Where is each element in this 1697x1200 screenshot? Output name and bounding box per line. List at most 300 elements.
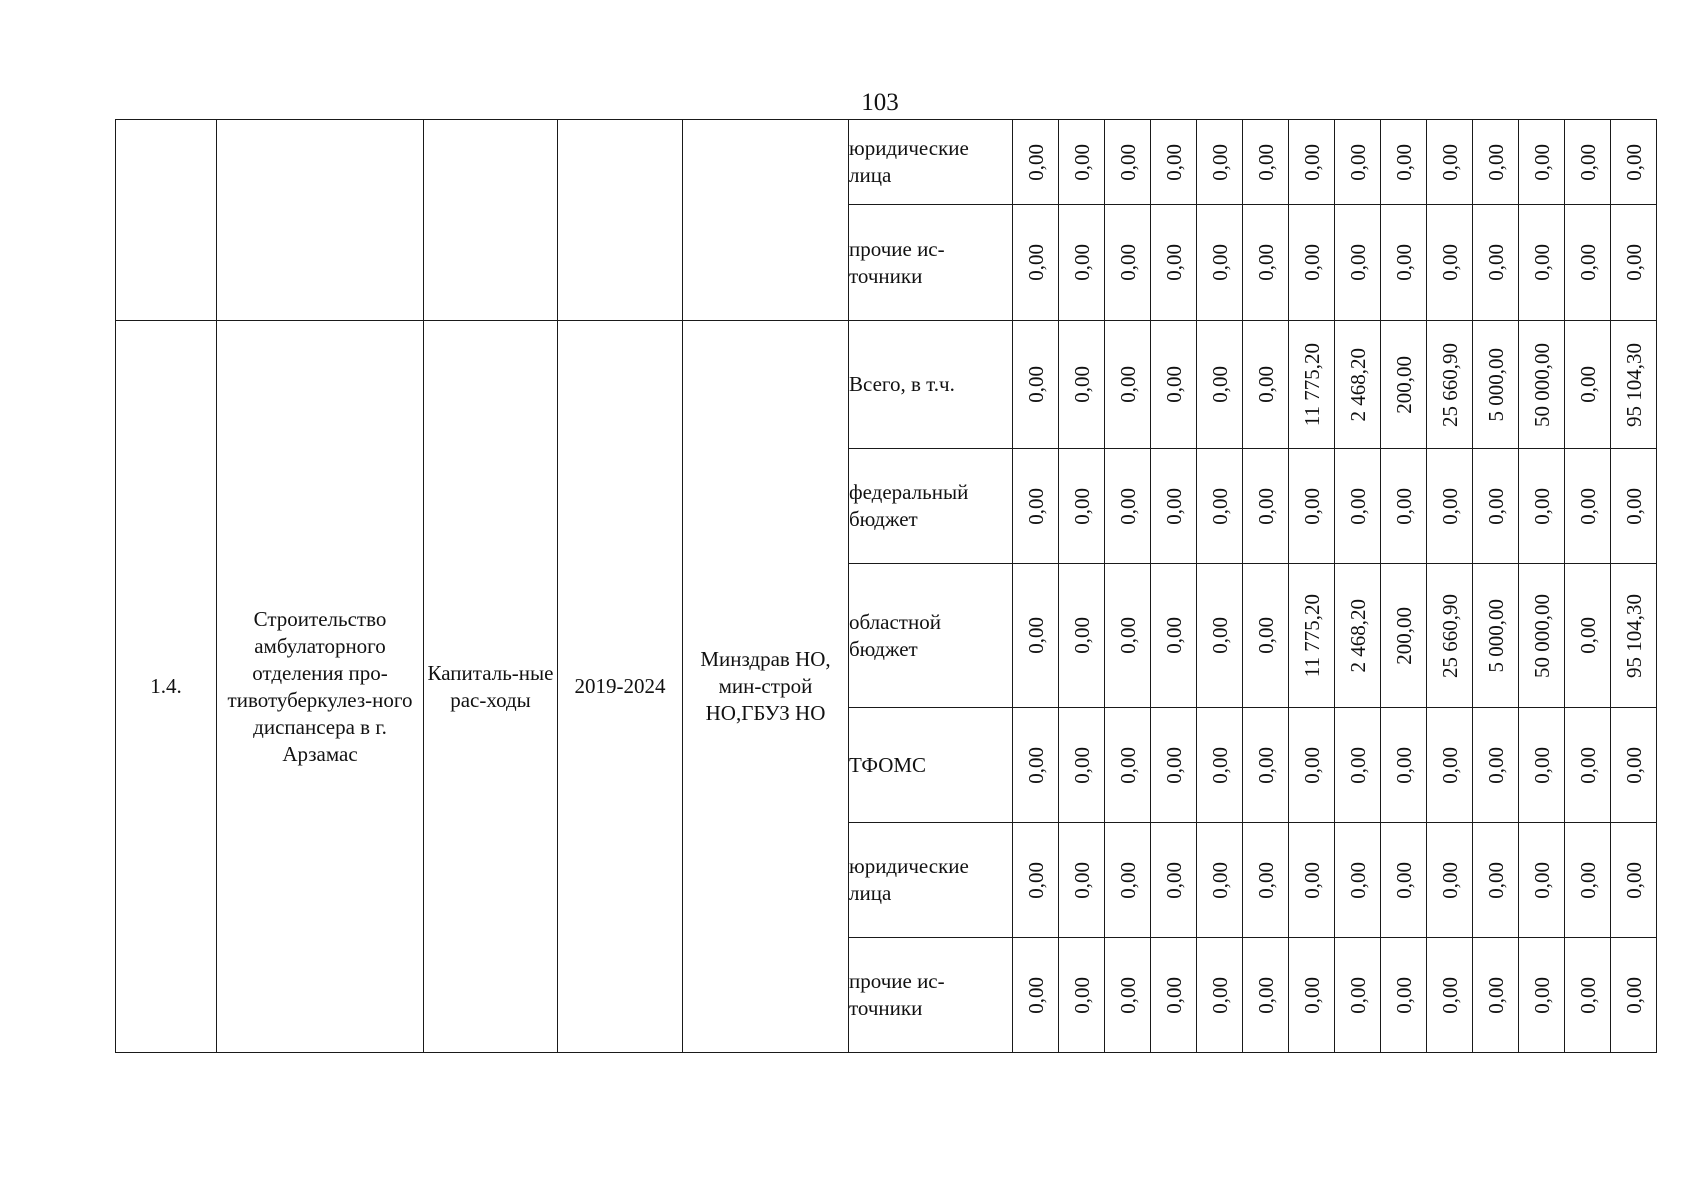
value-cell-wrapper	[1059, 823, 1104, 937]
value-cell	[1565, 120, 1611, 205]
value-cell-wrapper	[1381, 449, 1426, 563]
value-cell	[1197, 708, 1243, 823]
value-cell-wrapper	[1105, 708, 1150, 822]
value-cell-wrapper	[1059, 449, 1104, 563]
amount-value: 0,00	[1575, 746, 1600, 784]
value-cell-wrapper	[1197, 708, 1242, 822]
value-cell-wrapper	[1243, 938, 1288, 1052]
value-cell-wrapper	[1243, 564, 1288, 707]
value-cell	[1335, 708, 1381, 823]
value-cell	[1473, 823, 1519, 938]
value-cell-wrapper	[1611, 449, 1656, 563]
value-cell	[1105, 564, 1151, 708]
amount-value: 95 104,30	[1621, 593, 1646, 678]
value-cell	[1151, 564, 1197, 708]
amount-value: 0,00	[1483, 487, 1508, 525]
value-cell	[1059, 708, 1105, 823]
amount-value: 0,00	[1621, 143, 1646, 181]
amount-value: 0,00	[1345, 746, 1370, 784]
amount-value: 25 660,90	[1437, 342, 1462, 427]
value-cell	[1013, 120, 1059, 205]
value-cell	[1197, 205, 1243, 321]
page-number: 103	[861, 89, 899, 116]
value-cell-wrapper	[1105, 321, 1150, 448]
value-cell	[1243, 938, 1289, 1053]
value-cell	[1381, 938, 1427, 1053]
amount-value: 0,00	[1483, 746, 1508, 784]
value-cell-wrapper	[1059, 938, 1104, 1052]
amount-value: 0,00	[1069, 976, 1094, 1014]
amount-value: 0,00	[1437, 976, 1462, 1014]
value-cell-wrapper	[1243, 120, 1288, 204]
amount-value: 0,00	[1023, 143, 1048, 181]
value-cell-wrapper	[1059, 708, 1104, 822]
value-cell-wrapper	[1335, 449, 1380, 563]
value-cell	[1059, 938, 1105, 1053]
value-cell	[1335, 564, 1381, 708]
amount-value: 0,00	[1575, 244, 1600, 281]
value-cell-wrapper	[1381, 564, 1426, 707]
value-cell-wrapper	[1197, 938, 1242, 1052]
value-cell	[1611, 708, 1657, 823]
value-cell	[1473, 449, 1519, 564]
value-cell-wrapper	[1611, 120, 1656, 204]
amount-value: 0,00	[1069, 143, 1094, 181]
value-cell-wrapper	[1243, 449, 1288, 563]
value-cell-wrapper	[1565, 708, 1610, 822]
amount-value: 2 468,20	[1345, 598, 1370, 673]
value-cell	[1565, 823, 1611, 938]
amount-value: 0,00	[1391, 143, 1416, 181]
value-cell-wrapper	[1013, 449, 1058, 563]
value-cell	[1013, 938, 1059, 1053]
value-cell	[1059, 823, 1105, 938]
value-cell	[1151, 938, 1197, 1053]
value-cell	[1381, 205, 1427, 321]
value-cell	[1105, 120, 1151, 205]
value-cell	[1335, 205, 1381, 321]
value-cell	[1519, 938, 1565, 1053]
amount-value: 0,00	[1529, 746, 1554, 784]
amount-value: 0,00	[1207, 746, 1232, 784]
value-cell	[1243, 708, 1289, 823]
amount-value: 0,00	[1115, 861, 1140, 899]
value-cell-wrapper	[1473, 823, 1518, 937]
value-cell-wrapper	[1335, 321, 1380, 448]
funding-source-label: областной бюджет	[849, 564, 1013, 708]
period-cell	[558, 120, 683, 321]
value-cell-wrapper	[1473, 321, 1518, 448]
value-cell	[1519, 708, 1565, 823]
value-cell	[1151, 449, 1197, 564]
value-cell	[1565, 205, 1611, 321]
value-cell	[1197, 564, 1243, 708]
value-cell-wrapper	[1565, 321, 1610, 448]
amount-value: 0,00	[1207, 861, 1232, 899]
value-cell-wrapper	[1105, 938, 1150, 1052]
value-cell	[1519, 823, 1565, 938]
amount-value: 0,00	[1161, 746, 1186, 784]
value-cell-wrapper	[1105, 823, 1150, 937]
amount-value: 0,00	[1161, 976, 1186, 1014]
amount-value: 0,00	[1069, 746, 1094, 784]
amount-value: 0,00	[1437, 487, 1462, 525]
value-cell	[1611, 823, 1657, 938]
value-cell-wrapper	[1289, 938, 1334, 1052]
value-cell	[1565, 708, 1611, 823]
value-cell-wrapper	[1289, 321, 1334, 448]
value-cell-wrapper	[1565, 938, 1610, 1052]
funding-source-label: ТФОМС	[849, 708, 1013, 823]
value-cell-wrapper	[1013, 564, 1058, 707]
funding-source-label: юридические лица	[849, 120, 1013, 205]
amount-value: 0,00	[1529, 244, 1554, 281]
value-cell-wrapper	[1519, 449, 1564, 563]
amount-value: 0,00	[1253, 617, 1278, 654]
value-cell-wrapper	[1427, 205, 1472, 320]
value-cell-wrapper	[1335, 205, 1380, 320]
value-cell-wrapper	[1473, 708, 1518, 822]
amount-value: 0,00	[1023, 976, 1048, 1014]
amount-value: 0,00	[1483, 244, 1508, 281]
amount-value: 0,00	[1575, 366, 1600, 403]
value-cell-wrapper	[1427, 321, 1472, 448]
amount-value: 0,00	[1253, 976, 1278, 1014]
amount-value: 0,00	[1345, 861, 1370, 899]
value-cell-wrapper	[1151, 205, 1196, 320]
value-cell	[1427, 823, 1473, 938]
value-cell	[1611, 938, 1657, 1053]
amount-value: 0,00	[1161, 366, 1186, 403]
amount-value: 5 000,00	[1483, 347, 1508, 422]
value-cell	[1197, 938, 1243, 1053]
value-cell	[1243, 205, 1289, 321]
funding-source-label: федеральный бюджет	[849, 449, 1013, 564]
amount-value: 95 104,30	[1621, 342, 1646, 427]
value-cell	[1243, 449, 1289, 564]
value-cell	[1473, 564, 1519, 708]
value-cell	[1565, 564, 1611, 708]
value-cell	[1289, 205, 1335, 321]
item-number: 1.4.	[116, 321, 217, 1053]
funding-source-label: Всего, в т.ч.	[849, 321, 1013, 449]
value-cell-wrapper	[1289, 708, 1334, 822]
value-cell-wrapper	[1151, 564, 1196, 707]
amount-value: 0,00	[1621, 487, 1646, 525]
value-cell	[1151, 823, 1197, 938]
value-cell-wrapper	[1197, 205, 1242, 320]
amount-value: 0,00	[1299, 861, 1324, 899]
amount-value: 0,00	[1207, 976, 1232, 1014]
value-cell-wrapper	[1013, 708, 1058, 822]
value-cell-wrapper	[1289, 449, 1334, 563]
value-cell-wrapper	[1197, 564, 1242, 707]
value-cell-wrapper	[1427, 564, 1472, 707]
value-cell-wrapper	[1105, 120, 1150, 204]
value-cell	[1473, 205, 1519, 321]
amount-value: 0,00	[1575, 617, 1600, 654]
value-cell-wrapper	[1243, 205, 1288, 320]
value-cell	[1243, 120, 1289, 205]
amount-value: 0,00	[1437, 143, 1462, 181]
value-cell	[1289, 823, 1335, 938]
value-cell-wrapper	[1243, 823, 1288, 937]
amount-value: 0,00	[1207, 617, 1232, 654]
amount-value: 0,00	[1299, 487, 1324, 525]
value-cell	[1427, 321, 1473, 449]
item-name: Строительство амбулаторного отделения про-тивотуберкулез-ного диспансера в г. Арзамас	[217, 321, 424, 1053]
amount-value: 0,00	[1115, 746, 1140, 784]
value-cell-wrapper	[1427, 708, 1472, 822]
value-cell-wrapper	[1243, 708, 1288, 822]
amount-value: 0,00	[1253, 746, 1278, 784]
executors-cell	[683, 120, 849, 321]
amount-value: 0,00	[1115, 366, 1140, 403]
value-cell-wrapper	[1427, 120, 1472, 204]
value-cell-wrapper	[1289, 205, 1334, 320]
value-cell	[1151, 205, 1197, 321]
amount-value: 0,00	[1115, 617, 1140, 654]
value-cell	[1013, 708, 1059, 823]
expense-type-cell	[424, 120, 558, 321]
value-cell	[1105, 708, 1151, 823]
value-cell	[1059, 564, 1105, 708]
value-cell	[1565, 321, 1611, 449]
amount-value: 0,00	[1575, 976, 1600, 1014]
amount-value: 0,00	[1253, 143, 1278, 181]
value-cell-wrapper	[1381, 120, 1426, 204]
amount-value: 2 468,20	[1345, 347, 1370, 422]
value-cell-wrapper	[1427, 823, 1472, 937]
amount-value: 0,00	[1345, 143, 1370, 181]
amount-value: 0,00	[1161, 143, 1186, 181]
amount-value: 0,00	[1345, 487, 1370, 525]
value-cell	[1473, 708, 1519, 823]
value-cell-wrapper	[1611, 708, 1656, 822]
value-cell-wrapper	[1519, 564, 1564, 707]
value-cell-wrapper	[1565, 564, 1610, 707]
amount-value: 0,00	[1391, 861, 1416, 899]
value-cell	[1381, 708, 1427, 823]
amount-value: 0,00	[1069, 861, 1094, 899]
value-cell-wrapper	[1197, 321, 1242, 448]
value-cell-wrapper	[1381, 823, 1426, 937]
value-cell	[1243, 564, 1289, 708]
item-number-cell	[116, 120, 217, 321]
value-cell-wrapper	[1197, 823, 1242, 937]
value-cell-wrapper	[1059, 321, 1104, 448]
amount-value: 0,00	[1529, 976, 1554, 1014]
value-cell-wrapper	[1105, 205, 1150, 320]
amount-value: 0,00	[1023, 487, 1048, 525]
value-cell-wrapper	[1519, 823, 1564, 937]
value-cell	[1473, 321, 1519, 449]
value-cell-wrapper	[1611, 938, 1656, 1052]
value-cell-wrapper	[1519, 120, 1564, 204]
value-cell-wrapper	[1197, 449, 1242, 563]
value-cell-wrapper	[1105, 564, 1150, 707]
amount-value: 50 000,00	[1529, 342, 1554, 427]
amount-value: 0,00	[1069, 366, 1094, 403]
value-cell	[1289, 564, 1335, 708]
value-cell	[1335, 938, 1381, 1053]
value-cell-wrapper	[1013, 205, 1058, 320]
amount-value: 0,00	[1023, 861, 1048, 899]
amount-value: 0,00	[1299, 976, 1324, 1014]
value-cell	[1611, 120, 1657, 205]
value-cell	[1289, 708, 1335, 823]
amount-value: 0,00	[1437, 746, 1462, 784]
amount-value: 0,00	[1437, 861, 1462, 899]
value-cell-wrapper	[1105, 449, 1150, 563]
value-cell-wrapper	[1381, 938, 1426, 1052]
value-cell	[1013, 564, 1059, 708]
value-cell	[1427, 120, 1473, 205]
value-cell	[1519, 564, 1565, 708]
value-cell-wrapper	[1381, 205, 1426, 320]
value-cell-wrapper	[1059, 120, 1104, 204]
value-cell-wrapper	[1335, 823, 1380, 937]
amount-value: 0,00	[1115, 487, 1140, 525]
value-cell-wrapper	[1013, 120, 1058, 204]
amount-value: 0,00	[1391, 746, 1416, 784]
implementation-period: 2019-2024	[558, 321, 683, 1053]
funding-source-label: прочие ис-точники	[849, 938, 1013, 1053]
amount-value: 0,00	[1299, 143, 1324, 181]
funding-source-label: юридические лица	[849, 823, 1013, 938]
amount-value: 0,00	[1253, 861, 1278, 899]
value-cell	[1565, 938, 1611, 1053]
value-cell-wrapper	[1151, 823, 1196, 937]
value-cell-wrapper	[1473, 938, 1518, 1052]
amount-value: 0,00	[1253, 487, 1278, 525]
value-cell-wrapper	[1335, 120, 1380, 204]
amount-value: 0,00	[1023, 366, 1048, 403]
value-cell	[1059, 205, 1105, 321]
amount-value: 0,00	[1207, 487, 1232, 525]
amount-value: 0,00	[1069, 244, 1094, 281]
value-cell-wrapper	[1473, 205, 1518, 320]
value-cell	[1013, 449, 1059, 564]
value-cell	[1611, 564, 1657, 708]
value-cell-wrapper	[1335, 564, 1380, 707]
value-cell	[1151, 321, 1197, 449]
value-cell-wrapper	[1611, 321, 1656, 448]
value-cell-wrapper	[1059, 205, 1104, 320]
value-cell	[1519, 321, 1565, 449]
value-cell	[1059, 321, 1105, 449]
amount-value: 0,00	[1253, 366, 1278, 403]
amount-value: 0,00	[1621, 861, 1646, 899]
amount-value: 0,00	[1391, 487, 1416, 525]
value-cell	[1013, 321, 1059, 449]
value-cell	[1427, 938, 1473, 1053]
funding-source-label: прочие ис-точники	[849, 205, 1013, 321]
value-cell-wrapper	[1151, 938, 1196, 1052]
amount-value: 0,00	[1207, 143, 1232, 181]
value-cell	[1611, 449, 1657, 564]
value-cell-wrapper	[1519, 205, 1564, 320]
amount-value: 11 775,20	[1299, 593, 1324, 678]
value-cell-wrapper	[1427, 938, 1472, 1052]
amount-value: 0,00	[1023, 617, 1048, 654]
amount-value: 0,00	[1621, 976, 1646, 1014]
amount-value: 0,00	[1069, 617, 1094, 654]
value-cell-wrapper	[1289, 564, 1334, 707]
amount-value: 0,00	[1483, 861, 1508, 899]
value-cell	[1105, 823, 1151, 938]
value-cell	[1611, 321, 1657, 449]
value-cell	[1059, 120, 1105, 205]
budget-table	[115, 119, 1657, 1053]
value-cell-wrapper	[1519, 321, 1564, 448]
value-cell	[1473, 120, 1519, 205]
amount-value: 0,00	[1161, 487, 1186, 525]
value-cell	[1289, 120, 1335, 205]
value-cell	[1013, 205, 1059, 321]
value-cell-wrapper	[1335, 938, 1380, 1052]
value-cell	[1381, 564, 1427, 708]
value-cell	[1335, 823, 1381, 938]
value-cell	[1611, 205, 1657, 321]
value-cell-wrapper	[1473, 120, 1518, 204]
value-cell-wrapper	[1519, 708, 1564, 822]
amount-value: 0,00	[1069, 487, 1094, 525]
value-cell	[1565, 449, 1611, 564]
value-cell-wrapper	[1013, 823, 1058, 937]
amount-value: 0,00	[1575, 861, 1600, 899]
amount-value: 0,00	[1345, 976, 1370, 1014]
table-row	[116, 321, 1657, 449]
value-cell-wrapper	[1473, 564, 1518, 707]
value-cell	[1289, 321, 1335, 449]
executors: Минздрав НО, мин-строй НО,ГБУЗ НО	[683, 321, 849, 1053]
value-cell	[1243, 321, 1289, 449]
amount-value: 200,00	[1391, 606, 1416, 665]
value-cell-wrapper	[1519, 938, 1564, 1052]
value-cell-wrapper	[1381, 708, 1426, 822]
value-cell	[1197, 823, 1243, 938]
value-cell-wrapper	[1611, 205, 1656, 320]
value-cell-wrapper	[1289, 823, 1334, 937]
value-cell-wrapper	[1151, 708, 1196, 822]
value-cell	[1243, 823, 1289, 938]
amount-value: 0,00	[1207, 244, 1232, 281]
value-cell-wrapper	[1565, 205, 1610, 320]
amount-value: 0,00	[1207, 366, 1232, 403]
amount-value: 0,00	[1483, 976, 1508, 1014]
value-cell-wrapper	[1335, 708, 1380, 822]
value-cell	[1427, 205, 1473, 321]
value-cell	[1197, 120, 1243, 205]
value-cell	[1151, 708, 1197, 823]
amount-value: 5 000,00	[1483, 598, 1508, 673]
value-cell-wrapper	[1611, 823, 1656, 937]
value-cell	[1427, 449, 1473, 564]
amount-value: 0,00	[1529, 861, 1554, 899]
value-cell-wrapper	[1151, 120, 1196, 204]
amount-value: 0,00	[1575, 487, 1600, 525]
amount-value: 0,00	[1161, 244, 1186, 281]
value-cell-wrapper	[1151, 449, 1196, 563]
value-cell	[1059, 449, 1105, 564]
value-cell-wrapper	[1059, 564, 1104, 707]
value-cell	[1289, 938, 1335, 1053]
value-cell-wrapper	[1013, 938, 1058, 1052]
amount-value: 0,00	[1391, 976, 1416, 1014]
value-cell-wrapper	[1611, 564, 1656, 707]
value-cell-wrapper	[1381, 321, 1426, 448]
